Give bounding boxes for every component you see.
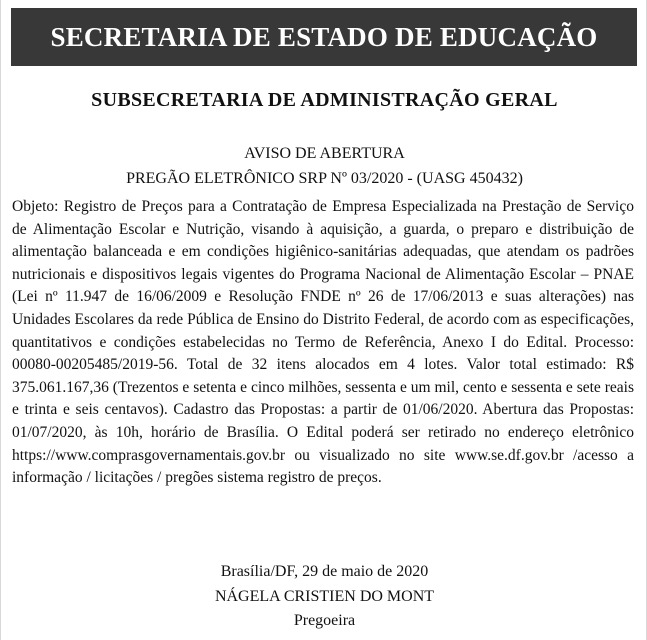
notice-body: Objeto: Registro de Preços para a Contratação de Empresa Especializada na Prestação de Serviço de Alimentação Escolar e Nutrição, visando à aquisição, a guarda, o preparo e distribuição de alimentação balanceada e em condições higiênico-sanitárias adequadas, que atendam os padrões nutricionais e dispositivos legais vigentes do Programa Nacional de Alimentação Escolar – PNAE (Lei nº 11.947 de 16/06/2009 e Resolução FNDE nº 26 de 17/06/2013 e suas alterações) nas Unidades Escolares da rede Pública de Ensino do Distrito Federal, de acordo com as especificações, quantitativos e condições estabelecidas no Termo de Referência, Anexo I do Edital. Processo: 00080-00205485/2019-56. Total de 32 itens alocados em 4 lotes. Valor total estimado: R$ 375.061.167,36 (Trezentos e setenta e cinco milhões, sessenta e um mil, cento e sessenta e sete reais e trinta e seis centavos). Cadastro das Propostas: a partir de 01/06/2020. Abertura das Propostas: 01/07/2020, às 10h, horário de Brasília. O Edital poderá ser retirado no endereço eletrônico https://www.comprasgovernamentais.gov.br ou visualizado no site www.se.df.gov.br /acesso a informação / licitações / pregões sistema registro de preços. <box>12 198 634 487</box>
secretaria-title: SECRETARIA DE ESTADO DE EDUCAÇÃO <box>50 21 598 52</box>
place-date: Brasília/DF, 29 de maio de 2020 <box>220 563 429 580</box>
subsecretaria-title: SUBSECRETARIA DE ADMINISTRAÇÃO GERAL <box>91 89 558 111</box>
signatory-role: Pregoeira <box>293 612 356 629</box>
pregao-identifier: PREGÃO ELETRÔNICO SRP Nº 03/2020 - (UASG 450432) <box>126 170 523 187</box>
header-band <box>11 8 637 66</box>
signatory-name: NÁGELA CRISTIEN DO MONT <box>214 588 435 605</box>
notice-title: AVISO DE ABERTURA <box>244 145 405 162</box>
